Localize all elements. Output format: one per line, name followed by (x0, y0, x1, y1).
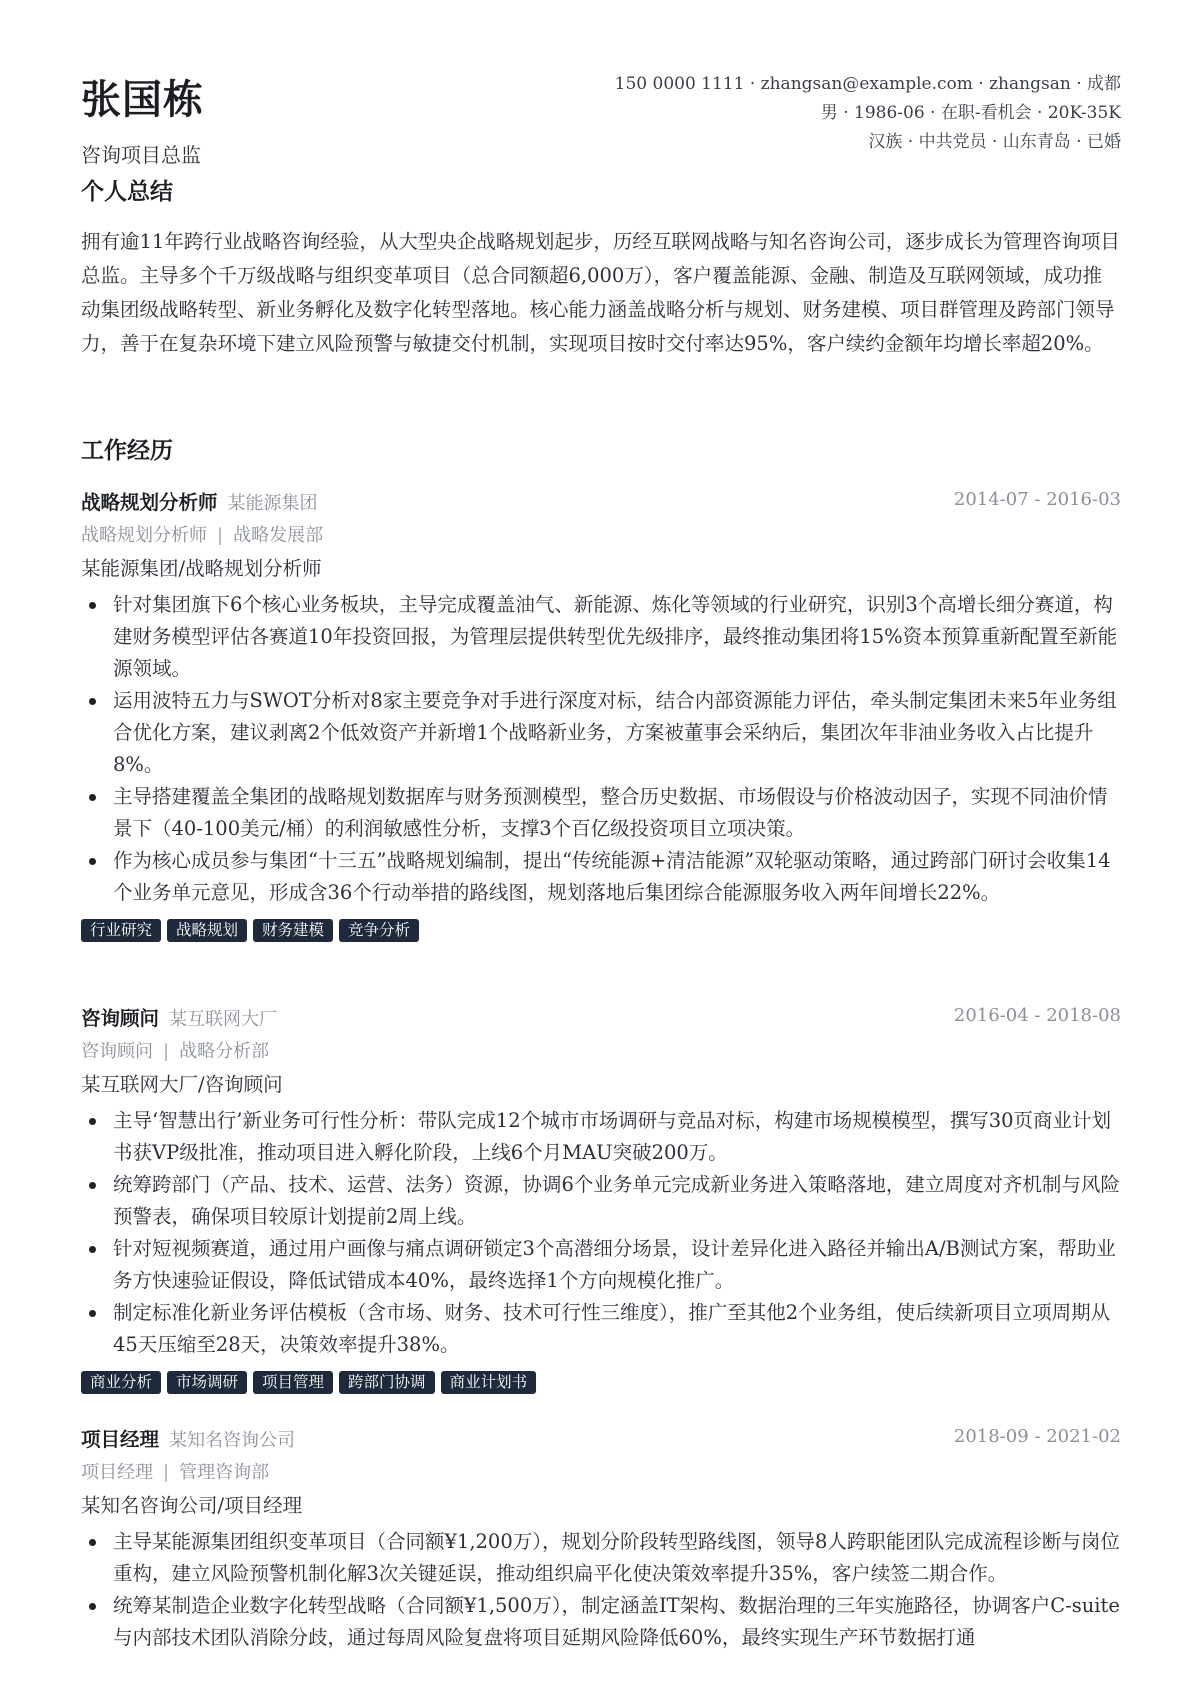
job-position: 战略规划分析师 (81, 525, 207, 546)
job-header (81, 487, 1121, 517)
list-item: 主导‘智慧出行’新业务可行性分析：带队完成12个城市市场调研与竞品对标，构建市场规模模型，撰写30页商业计划书获VP级批准，推动项目进入孵化阶段，上线6个月MAU突破200万。 (81, 1105, 1121, 1169)
subtitle-separator: | (163, 1462, 170, 1483)
job-department: 战略分析部 (179, 1041, 270, 1062)
work-experience-heading: 工作经历 (81, 437, 173, 464)
job-org-title: 某互联网大厂/咨询顾问 (81, 1073, 283, 1096)
job-date: 2016-04 - 2018-08 (953, 1005, 1121, 1026)
resume-header (81, 0, 1121, 170)
candidate-title: 咨询项目总监 (81, 143, 201, 167)
list-item: 作为核心成员参与集团“十三五”战略规划编制，提出“传统能源+清洁能源”双轮驱动策略，通过跨部门研讨会收集14个业务单元意见，形成含36个行动举措的路线图，规划落地后集团综合能源服务收入两年间增长22%。 (81, 845, 1121, 909)
skill-tag: 竞争分析 (339, 919, 419, 942)
background-info-line: 汉族 · 中共党员 · 山东青岛 · 已婚 (868, 132, 1121, 152)
skill-tag: 商业分析 (81, 1371, 161, 1394)
list-item: 主导搭建覆盖全集团的战略规划数据库与财务预测模型，整合历史数据、市场假设与价格波动因子，实现不同油价情景下（40-100美元/桶）的利润敏感性分析，支撑3个百亿级投资项目立项决策。 (81, 781, 1121, 845)
skill-tag: 财务建模 (253, 919, 333, 942)
skill-tag: 市场调研 (167, 1371, 247, 1394)
job-position: 咨询顾问 (81, 1041, 153, 1062)
job-entry (81, 1424, 1121, 1654)
summary-text: 拥有逾11年跨行业战略咨询经验，从大型央企战略规划起步，历经互联网战略与知名咨询公司，逐步成长为管理咨询项目总监。主导多个千万级战略与组织变革项目（总合同额超6,000万），客户覆盖能源、金融、制造及互联网领域，成功推动集团级战略转型、新业务孵化及数字化转型落地。核心能力涵盖战略分析与规划、财务建模、项目群管理及跨部门领导力，善于在复杂环境下建立风险预警与敏捷交付机制，实现项目按时交付率达95%，客户续约金额年均增长率超20%。 (81, 230, 1120, 355)
job-role: 咨询顾问 (81, 1007, 160, 1030)
skill-tag: 行业研究 (81, 919, 161, 942)
job-org-title: 某知名咨询公司/项目经理 (81, 1494, 303, 1517)
job-role: 项目经理 (81, 1428, 160, 1451)
skill-tag: 战略规划 (167, 919, 247, 942)
list-item: 运用波特五力与SWOT分析对8家主要竞争对手进行深度对标，结合内部资源能力评估，牵头制定集团未来5年业务组合优化方案，建议剥离2个低效资产并新增1个战略新业务，方案被董事会采纳后，集团次年非油业务收入占比提升8%。 (81, 685, 1121, 781)
skill-tags (81, 1371, 1121, 1394)
list-item: 针对短视频赛道，通过用户画像与痛点调研锁定3个高潜细分场景，设计差异化进入路径并输出A/B测试方案，帮助业务方快速验证假设，降低试错成本40%，最终选择1个方向规模化推广。 (81, 1233, 1121, 1297)
job-org-title: 某能源集团/战略规划分析师 (81, 557, 322, 580)
skill-tags (81, 919, 1121, 942)
job-position: 项目经理 (81, 1462, 153, 1483)
job-subtitle (81, 1458, 1121, 1488)
summary-heading: 个人总结 (81, 178, 173, 205)
list-item: 统筹某制造企业数字化转型战略（合同额¥1,500万），制定涵盖IT架构、数据治理的三年实施路径，协调客户C-suite与内部技术团队消除分歧，通过每周风险复盘将项目延期风险降低60%，最终实现生产环节数据打通 (81, 1590, 1121, 1654)
job-entry (81, 1003, 1121, 1394)
job-company: 某互联网大厂 (169, 1009, 278, 1030)
resume-page (81, 0, 1121, 1649)
job-date: 2014-07 - 2016-03 (953, 489, 1121, 510)
list-item: 制定标准化新业务评估模板（含市场、财务、技术可行性三维度），推广至其他2个业务组，使后续新项目立项周期从45天压缩至28天，决策效率提升38%。 (81, 1297, 1121, 1361)
skill-tag: 项目管理 (253, 1371, 333, 1394)
job-header (81, 1424, 1121, 1454)
job-department: 战略发展部 (233, 525, 324, 546)
skill-tag: 跨部门协调 (339, 1371, 435, 1394)
skill-tag: 商业计划书 (441, 1371, 537, 1394)
job-date: 2018-09 - 2021-02 (953, 1426, 1121, 1447)
job-department: 管理咨询部 (179, 1462, 270, 1483)
personal-info-line: 男 · 1986-06 · 在职-看机会 · 20K-35K (820, 103, 1121, 123)
job-header (81, 1003, 1121, 1033)
contact-line: 150 0000 1111 · zhangsan@example.com · zhangsan · 成都 (614, 74, 1121, 94)
subtitle-separator: | (217, 525, 224, 546)
job-role: 战略规划分析师 (81, 491, 218, 514)
subtitle-separator: | (163, 1041, 170, 1062)
list-item: 针对集团旗下6个核心业务板块，主导完成覆盖油气、新能源、炼化等领域的行业研究，识别3个高增长细分赛道，构建财务模型评估各赛道10年投资回报，为管理层提供转型优先级排序，最终推动集团将15%资本预算重新配置至新能源领域。 (81, 589, 1121, 685)
job-subtitle (81, 1037, 1121, 1067)
job-achievements (81, 1105, 1121, 1361)
job-achievements (81, 1526, 1121, 1654)
list-item: 主导某能源集团组织变革项目（合同额¥1,200万），规划分阶段转型路线图，领导8人跨职能团队完成流程诊断与岗位重构，建立风险预警机制化解3次关键延误，推动组织扁平化使决策效率提升35%，客户续签二期合作。 (81, 1526, 1121, 1590)
job-company: 某能源集团 (227, 493, 318, 514)
job-subtitle (81, 521, 1121, 551)
job-entry (81, 487, 1121, 942)
job-achievements (81, 589, 1121, 909)
candidate-name: 张国栋 (81, 76, 204, 123)
list-item: 统筹跨部门（产品、技术、运营、法务）资源，协调6个业务单元完成新业务进入策略落地，建立周度对齐机制与风险预警表，确保项目较原计划提前2周上线。 (81, 1169, 1121, 1233)
contact-info (615, 70, 1121, 157)
job-company: 某知名咨询公司 (169, 1430, 296, 1451)
